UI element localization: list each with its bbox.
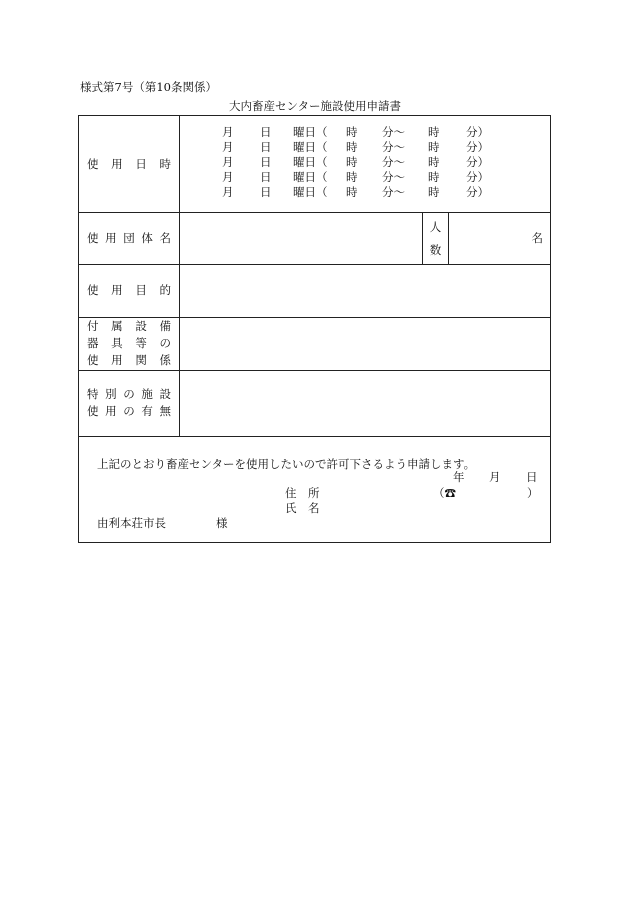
label-char: 目 — [135, 283, 147, 297]
name-label: 氏 名 — [285, 501, 320, 515]
form-number: 様式第7号（第10条関係） — [80, 80, 217, 94]
month-label: 月 — [222, 125, 234, 139]
label-char: 用 — [111, 283, 123, 297]
label-char: 使 — [87, 156, 99, 171]
label-char: 時 — [159, 156, 171, 171]
headcount-unit: 名 — [531, 231, 543, 245]
month-label: 月 — [222, 155, 234, 169]
application-declaration — [79, 437, 550, 543]
label-line — [87, 403, 171, 420]
label-char: 別 — [105, 387, 117, 401]
document-title: 大内畜産センター施設使用申請書 — [228, 99, 402, 113]
start-minute-label: 分〜 — [382, 170, 405, 184]
label-char: 有 — [141, 404, 153, 418]
start-minute-label: 分〜 — [382, 155, 405, 169]
start-hour-label: 時 — [346, 170, 358, 184]
weekday-label: 曜日（ — [293, 155, 328, 169]
label-char: の — [123, 404, 135, 418]
end-minute-label: 分） — [466, 155, 489, 169]
start-hour-label: 時 — [346, 185, 358, 199]
schedule-row — [180, 155, 550, 170]
month-label: 月 — [222, 185, 234, 199]
end-hour-label: 時 — [428, 170, 440, 184]
headcount-label-char: 人 — [429, 220, 442, 234]
label-line — [87, 318, 171, 335]
day-label: 日 — [260, 170, 272, 184]
label-char: 備 — [159, 319, 171, 333]
label-char: 用 — [105, 230, 117, 245]
schedule-lines — [180, 125, 550, 200]
label-char: 設 — [159, 387, 171, 401]
start-minute-label: 分〜 — [382, 185, 405, 199]
headcount-divider-right — [448, 212, 449, 264]
label-char: 設 — [135, 319, 147, 333]
label-line — [87, 230, 171, 247]
start-minute-label: 分〜 — [382, 140, 405, 154]
label-char: 用 — [111, 156, 123, 171]
label-char: 付 — [87, 319, 99, 333]
label-char: 使 — [87, 283, 99, 297]
start-hour-label: 時 — [346, 125, 358, 139]
schedule-row — [180, 140, 550, 155]
honorific: 様 — [216, 516, 228, 530]
label-line — [87, 156, 171, 173]
label-char: 使 — [87, 230, 99, 245]
schedule-row — [180, 125, 550, 140]
label-char: 使 — [87, 404, 99, 418]
end-hour-label: 時 — [428, 155, 440, 169]
label-char: 日 — [135, 156, 147, 171]
end-hour-label: 時 — [428, 125, 440, 139]
label-char: 団 — [123, 230, 135, 245]
label-line — [87, 386, 171, 403]
month-label: 月 — [222, 170, 234, 184]
declaration-statement: 上記のとおり畜産センターを使用したいので許可下さるよう申請します。 — [97, 457, 476, 471]
label-char: 器 — [87, 336, 99, 350]
label-purpose — [79, 264, 179, 317]
end-hour-label: 時 — [428, 185, 440, 199]
end-hour-label: 時 — [428, 140, 440, 154]
label-special-facility — [79, 370, 179, 436]
day-label: 日 — [260, 185, 272, 199]
date-year-label: 年 — [453, 470, 465, 484]
end-minute-label: 分） — [466, 125, 489, 139]
label-group-name — [79, 212, 179, 264]
label-char: 名 — [159, 230, 171, 245]
label-line — [87, 282, 171, 299]
end-minute-label: 分） — [466, 170, 489, 184]
label-char: 属 — [111, 319, 123, 333]
weekday-label: 曜日（ — [293, 140, 328, 154]
day-label: 日 — [260, 125, 272, 139]
end-minute-label: 分） — [466, 185, 489, 199]
date-month-label: 月 — [489, 470, 501, 484]
label-char: 係 — [159, 353, 171, 367]
month-label: 月 — [222, 140, 234, 154]
label-char: 的 — [159, 283, 171, 297]
phone-label: （☎ — [433, 486, 456, 500]
label-char: 無 — [159, 404, 171, 418]
phone-close-paren: ） — [527, 486, 539, 500]
label-char: 等 — [135, 336, 147, 350]
address-label: 住 所 — [285, 486, 320, 500]
label-char: 用 — [111, 353, 123, 367]
label-char: 関 — [135, 353, 147, 367]
date-day-label: 日 — [526, 470, 538, 484]
label-char: 用 — [105, 404, 117, 418]
weekday-label: 曜日（ — [293, 125, 328, 139]
label-char: 施 — [141, 387, 153, 401]
day-label: 日 — [260, 155, 272, 169]
label-char: の — [159, 336, 171, 350]
schedule-row — [180, 170, 550, 185]
start-hour-label: 時 — [346, 155, 358, 169]
label-equipment — [79, 317, 179, 370]
application-form-table — [78, 115, 551, 543]
weekday-label: 曜日（ — [293, 170, 328, 184]
schedule-row — [180, 185, 550, 200]
label-char: 体 — [141, 230, 153, 245]
end-minute-label: 分） — [466, 140, 489, 154]
weekday-label: 曜日（ — [293, 185, 328, 199]
addressee: 由利本荘市長 — [97, 516, 166, 530]
label-use-datetime — [79, 116, 179, 212]
label-char: 使 — [87, 353, 99, 367]
label-char: の — [123, 387, 135, 401]
label-line — [87, 352, 171, 369]
label-line — [87, 335, 171, 352]
headcount-label — [423, 213, 448, 266]
day-label: 日 — [260, 140, 272, 154]
start-hour-label: 時 — [346, 140, 358, 154]
start-minute-label: 分〜 — [382, 125, 405, 139]
label-char: 具 — [111, 336, 123, 350]
headcount-label-char: 数 — [429, 243, 442, 257]
label-char: 特 — [87, 387, 99, 401]
